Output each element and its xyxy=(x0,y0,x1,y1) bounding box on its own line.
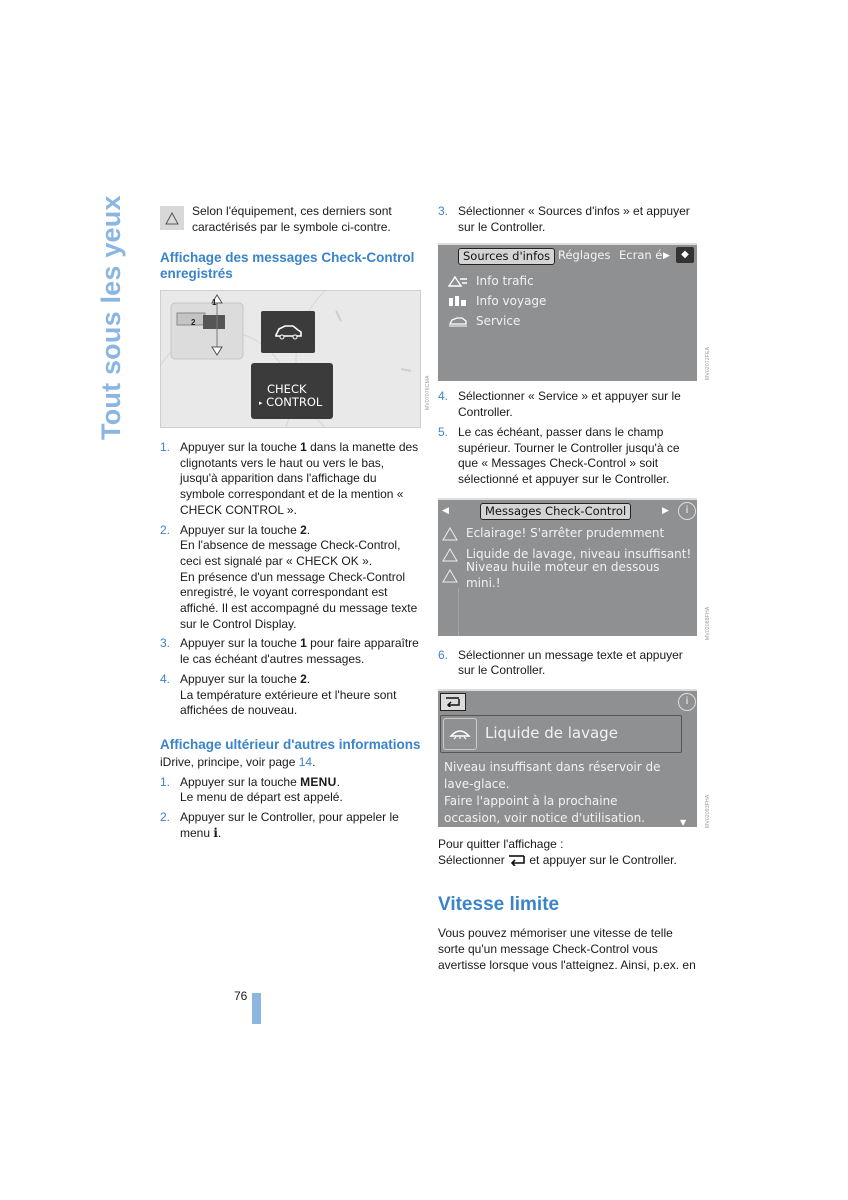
button-number-2: 2 xyxy=(191,318,196,327)
note-text: Selon l'équipement, ces derniers sont caractérisés par le symbole ci-contre. xyxy=(192,204,392,234)
screen-message-detail xyxy=(438,689,697,827)
back-arrow-icon xyxy=(445,697,461,707)
tab-bar xyxy=(438,245,697,267)
check-control-display xyxy=(259,383,327,410)
heading-check-control: Affichage des messages Check-Control enregistrés xyxy=(160,250,415,281)
back-arrow-icon xyxy=(508,854,526,866)
side-title: Tout sous les yeux xyxy=(96,195,126,440)
button-number-1: 1 xyxy=(212,298,217,307)
heading-vitesse-limite: Vitesse limite xyxy=(438,894,560,916)
messages-title[interactable]: Messages Check-Control xyxy=(480,503,631,520)
controller-icon: ◆ xyxy=(676,247,694,263)
info-circle-icon: i xyxy=(678,693,696,711)
traffic-icon xyxy=(448,275,468,287)
quit-line-1: Pour quitter l'affichage : xyxy=(438,837,564,852)
step-6-right: 6. Sélectionner un message texte et appuyer sur le Controller. xyxy=(438,647,683,678)
scroll-down-icon[interactable]: ▼ xyxy=(680,818,687,828)
tab-reglages[interactable]: Réglages xyxy=(558,248,611,263)
step-1: 1. Appuyer sur la touche 1 dans la manette des clignotants vers le haut ou vers le bas, jusqu'à apparition dans l'affichage du symbole correspondant et de la mention « CHECK CONTROL ». xyxy=(160,440,419,517)
info-icon: i xyxy=(213,825,218,840)
right-column xyxy=(438,204,700,974)
step-6-list xyxy=(438,648,700,679)
step-2: 2. Appuyer sur la touche 2. En l'absence de message Check-Control, ceci est signalé par « CHECK OK ». En présence d'un message Check-Control enregistré, le voyant correspondant est affiché. Il est accompagné du message texte sur le Control Display. xyxy=(160,522,418,631)
screen-sources-infos xyxy=(438,243,697,381)
step-5-right: 5. Le cas échéant, passer dans le champ supérieur. Tourner le Controller jusqu'à ce que « Messages Check-Control » soit sélectionné et appuyer sur le Controller. xyxy=(438,424,680,486)
steps-4-5 xyxy=(438,389,700,487)
menu-key-label: MENU xyxy=(300,774,337,789)
step-3-right: 3. Sélectionner « Sources d'infos » et appuyer sur le Controller. xyxy=(438,204,690,234)
step-4: 4. Appuyer sur la touche 2. La température extérieure et l'heure sont affichées de nouveau. xyxy=(160,671,397,718)
info-circle-icon: i xyxy=(678,502,696,520)
message-item[interactable]: Niveau huile moteur en dessous mini.! xyxy=(442,566,697,587)
step-4-right: 4. Sélectionner « Service » et appuyer sur le Controller. xyxy=(438,389,681,420)
left-column xyxy=(160,204,422,845)
screen-check-control xyxy=(438,498,697,636)
message-title-row: Liquide de lavage xyxy=(440,715,682,753)
page-link[interactable]: 14 xyxy=(298,754,313,769)
tab-ecran[interactable]: Ecran é xyxy=(619,248,663,263)
steps-list-1 xyxy=(160,440,422,719)
warning-icon xyxy=(442,569,458,583)
display-line-1: CHECK xyxy=(267,382,307,396)
list-item[interactable]: Service xyxy=(448,311,697,331)
figure-code: MV02072FEA xyxy=(705,346,711,380)
page-marker-bar xyxy=(252,993,261,1024)
list-item[interactable]: Info trafic xyxy=(448,271,697,291)
step-menu-1: 1. Appuyer sur la touche MENU. Le menu de départ est appelé. xyxy=(160,774,343,805)
figure-code: MV02093FHA xyxy=(705,794,711,828)
arrow-right-icon: ▶ xyxy=(663,251,670,262)
heading-autres-informations: Affichage ultérieur d'autres informations xyxy=(160,736,421,752)
message-item[interactable]: Eclairage! S'arrêter prudemment xyxy=(442,524,697,545)
vitesse-paragraph: Vous pouvez mémoriser une vitesse de telle sorte qu'un message Check-Control vous avertisse lorsque vous l'atteignez. Ainsi, p.ex. en xyxy=(438,926,696,972)
warning-icon xyxy=(442,527,458,541)
display-line-2: ▸ CONTROL xyxy=(259,395,323,409)
step-menu-2: 2. Appuyer sur le Controller, pour appeler le menu i. xyxy=(160,810,399,840)
arrow-left-icon: ◀ xyxy=(442,505,449,516)
car-icon xyxy=(273,323,303,341)
arrow-right-icon: ▶ xyxy=(662,505,669,516)
figure-code: MV02088FHA xyxy=(705,606,711,640)
steps-list-2 xyxy=(160,775,422,842)
washer-icon xyxy=(443,718,477,750)
quit-line-2: Sélectionner et appuyer sur le Controller. xyxy=(438,852,677,867)
back-button[interactable] xyxy=(440,693,466,711)
trip-info-icon xyxy=(448,295,468,307)
step-3: 3. Appuyer sur la touche 1 pour faire apparaître le cas échéant d'autres messages. xyxy=(160,636,419,667)
message-body: Niveau insuffisant dans réservoir de lave-glace. Faire l'appoint à la prochaine occasion, voir notice d'utilisation. xyxy=(444,760,661,826)
service-car-icon xyxy=(448,315,468,327)
warning-icon xyxy=(160,206,184,230)
tab-sources-infos[interactable]: Sources d'infos xyxy=(458,248,555,265)
step-3-list xyxy=(438,204,700,235)
idrive-reference: iDrive, principe, voir page 14. xyxy=(160,754,316,769)
figure-instrument-cluster xyxy=(160,290,421,428)
warning-icon xyxy=(442,548,458,562)
warning-note xyxy=(160,204,422,236)
list-item[interactable]: Info voyage xyxy=(448,291,697,311)
message-item[interactable]: Liquide de lavage, niveau insuffisant! xyxy=(442,545,697,566)
page-number: 76 xyxy=(234,989,248,1003)
figure-code: MV07076CMA xyxy=(425,375,431,410)
